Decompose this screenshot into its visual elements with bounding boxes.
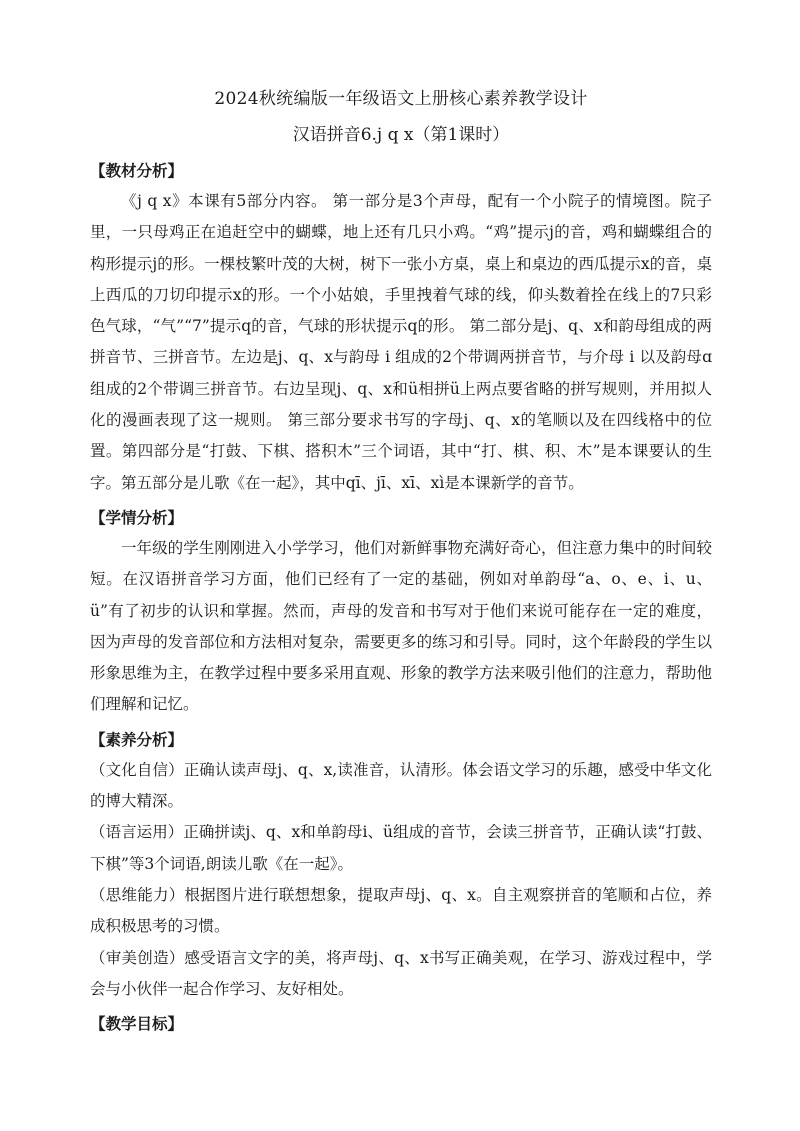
teaching-goals-heading: 【教学目标】 [90,1014,184,1034]
textbook-analysis-paragraph: 《j q x》本课有5部分内容。 第一部分是3个声母，配有一个小院子的情境图。院子里，一只母鸡正在追赶空中的蝴蝶，地上还有几只小鸡。“鸡”提示j的音，鸡和蝴蝶组合的构形提示j的形。一棵枝繁叶茂的大树，树下一张小方桌，桌上和桌边的西瓜提示x的音，桌上西瓜的刀切印提示x的形。一个小姑娘，手里拽着气球的线，仰头数着拴在线上的7只彩色气球，“气”“7”提示q的音，气球的形状提示q的形。 第二部分是j、q、x和韵母组成的两拼音节、三拼音节。左边是j、q、x与韵母 i 组成的2个带调两拼音节，与介母 i 以及韵母ɑ组成的2个带调三拼音节。右边呈现j、q、x和ü相拼ü上两点要省略的拼写规则，并用拟人化的漫画表现了这一规则。 第三部分要求书写的字母j、q、x的笔顺以及在四线格中的位置。第四部分是“打鼓、下棋、搭积木”三个词语，其中“打、棋、积、木”是本课要认的生字。第五部分是儿歌《在一起》，其中qī、jī、xī、xì是本课新学的音节。 [90,192,712,492]
learner-analysis-heading: 【学情分析】 [90,507,184,527]
literacy-list [90,755,712,1005]
textbook-analysis-heading: 【教材分析】 [90,161,184,180]
learner-analysis-paragraph: 一年级的学生刚刚进入小学学习，他们对新鲜事物充满好奇心，但注意力集中的时间较短。在汉语拼音学习方面，他们已经有了一定的基础，例如对单韵母“a、o、e、i、u、ü”有了初步的认识和掌握。然而，声母的发音和书写对于他们来说可能存在一定的难度，因为声母的发音部位和方法相对复杂，需要更多的练习和引导。同时，这个年龄段的学生以形象思维为主，在教学过程中要多采用直观、形象的教学方法来吸引他们的注意力，帮助他们理解和记忆。 [90,538,712,714]
literacy-item-thinking-ability: （思维能力）根据图片进行联想想象，提取声母j、q、x。自主观察拼音的笔顺和占位，养成积极思考的习惯。 [90,885,712,936]
document-title: 2024秋统编版一年级语文上册核心素养教学设计 [214,89,588,109]
literacy-item-cultural-confidence: （文化自信）正确认读声母j、q、x,读准音，认清形。体会语文学习的乐趣，感受中华文化的博大精深。 [90,760,712,811]
literacy-item-language-use: （语言运用）正确拼读j、q、x和单韵母i、ü组成的音节，会读三拼音节，正确认读“打鼓、下棋”等3个词语,朗读儿歌《在一起》。 [90,823,712,873]
literacy-item-aesthetic-creation: （审美创造）感受语言文字的美，将声母j、q、x书写正确美观，在学习、游戏过程中，学会与小伙伴一起合作学习、友好相处。 [90,948,712,998]
document-page [90,82,712,1039]
literacy-analysis-heading: 【素养分析】 [90,729,184,749]
lesson-subtitle: 汉语拼音6.j q x（第1课时） [292,125,510,145]
